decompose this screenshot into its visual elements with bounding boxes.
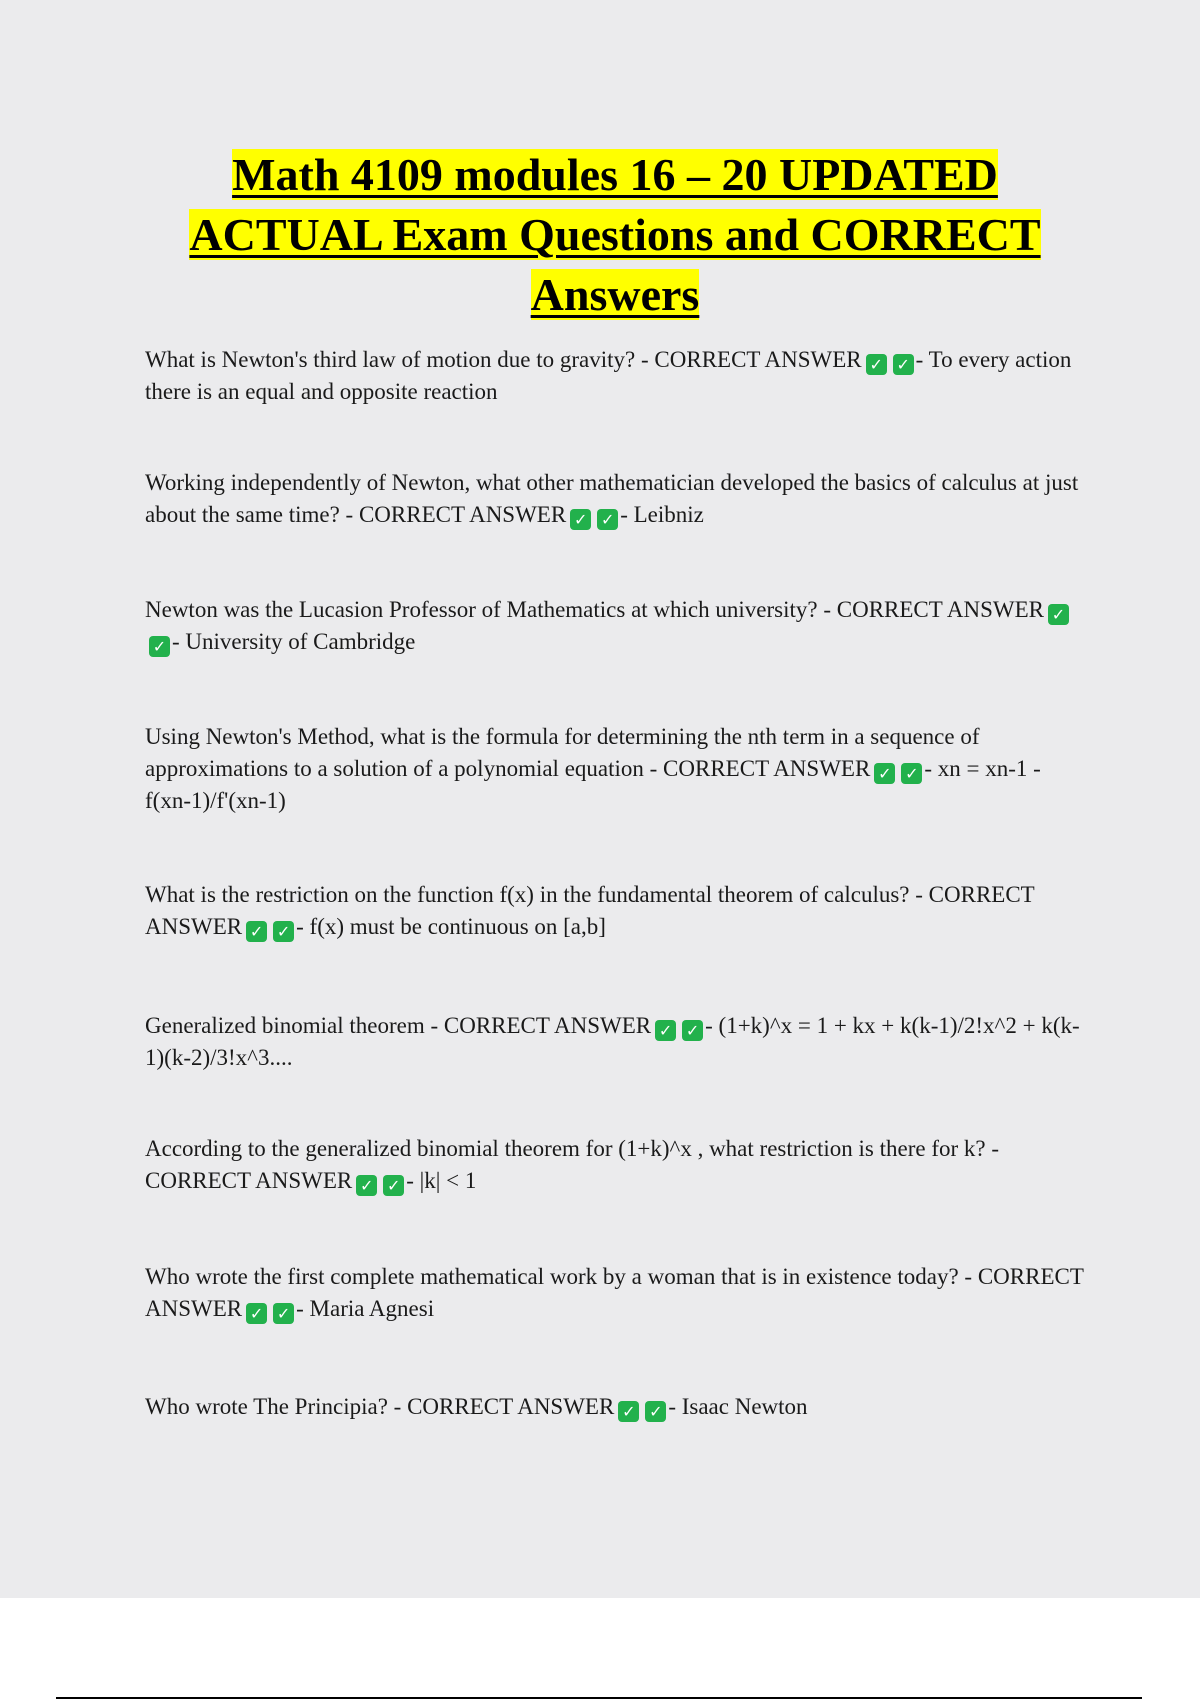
check-mark-box-icon: ✓ (682, 1020, 703, 1041)
question-text: Newton was the Lucasion Professor of Mathematics at which university? - CORRECT ANSWER (145, 597, 1044, 622)
answer-text: - University of Cambridge (172, 629, 416, 654)
answer-text: - Isaac Newton (668, 1394, 808, 1419)
check-mark-box-icon: ✓ (655, 1020, 676, 1041)
check-mark-box-icon: ✓ (356, 1175, 377, 1196)
check-mark-box-icon: ✓ (273, 1303, 294, 1324)
title-line-2: ACTUAL Exam Questions and CORRECT (189, 209, 1041, 260)
check-mark-box-icon: ✓ (570, 509, 591, 530)
question-text: Using Newton's Method, what is the formula for determining the nth term in a sequence of approximations to a solution of a polynomial equation - CORRECT ANSWER (145, 724, 980, 781)
check-mark-box-icon: ✓ (866, 354, 887, 375)
qa-item (145, 1010, 1090, 1074)
answer-text: - To every action there is an equal and opposite reaction (145, 347, 1072, 404)
qa-item (145, 594, 1090, 658)
check-mark-box-icon: ✓ (246, 921, 267, 942)
check-mark-box-icon: ✓ (901, 763, 922, 784)
answer-text: - Leibniz (620, 502, 704, 527)
title-line-3: Answers (530, 269, 700, 320)
answer-text: - |k| < 1 (406, 1168, 477, 1193)
answer-text: - xn = xn-1 - f(xn-1)/f'(xn-1) (145, 756, 1041, 813)
qa-item (145, 721, 1090, 817)
check-mark-box-icon: ✓ (874, 763, 895, 784)
question-text: Who wrote the first complete mathematical work by a woman that is in existence today? - CORRECT ANSWER (145, 1264, 1084, 1321)
check-mark-box-icon: ✓ (383, 1175, 404, 1196)
qa-item (145, 467, 1090, 531)
question-text: Working independently of Newton, what other mathematician developed the basics of calculus at just about the same time? - CORRECT ANSWER (145, 470, 1079, 527)
check-mark-box-icon: ✓ (597, 509, 618, 530)
answer-text: - (1+k)^x = 1 + kx + k(k-1)/2!x^2 + k(k-1)(k-2)/3!x^3.... (145, 1013, 1080, 1070)
question-text: According to the generalized binomial theorem for (1+k)^x , what restriction is there for k? - CORRECT ANSWER (145, 1136, 1000, 1193)
bottom-divider (56, 1697, 1142, 1699)
qa-item (145, 1261, 1090, 1325)
question-text: Generalized binomial theorem - CORRECT ANSWER (145, 1013, 652, 1038)
answer-text: - Maria Agnesi (296, 1296, 435, 1321)
question-text: What is the restriction on the function f(x) in the fundamental theorem of calculus? - CORRECT ANSWER (145, 882, 1035, 939)
check-mark-box-icon: ✓ (149, 636, 170, 657)
check-mark-box-icon: ✓ (1048, 604, 1069, 625)
question-text: Who wrote The Principia? - CORRECT ANSWER (145, 1394, 615, 1419)
qa-item (145, 1133, 1090, 1197)
qa-item (145, 1391, 1090, 1423)
check-mark-box-icon: ✓ (645, 1401, 666, 1422)
page-title (110, 145, 1120, 325)
check-mark-box-icon: ✓ (893, 354, 914, 375)
check-mark-box-icon: ✓ (273, 921, 294, 942)
check-mark-box-icon: ✓ (246, 1303, 267, 1324)
qa-item (145, 344, 1090, 408)
question-text: What is Newton's third law of motion due to gravity? - CORRECT ANSWER (145, 347, 862, 372)
check-mark-box-icon: ✓ (618, 1401, 639, 1422)
answer-text: - f(x) must be continuous on [a,b] (296, 914, 606, 939)
qa-item (145, 879, 1090, 943)
title-line-1: Math 4109 modules 16 – 20 UPDATED (232, 149, 998, 200)
